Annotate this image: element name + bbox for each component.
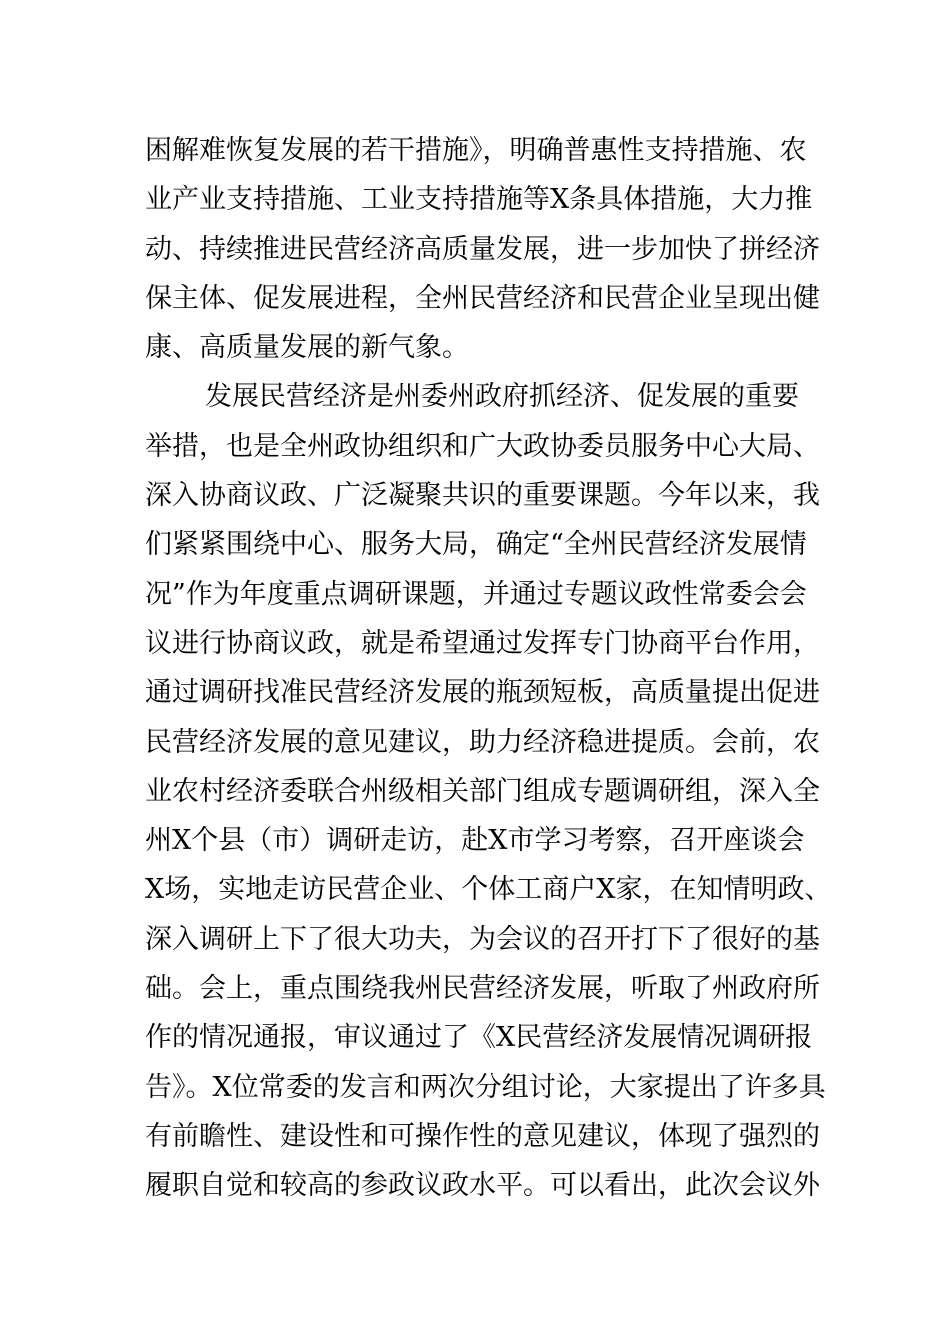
text-line: 有前瞻性、建设性和可操作性的意见建议，体现了强烈的 (145, 1120, 820, 1152)
text-line: 深入协商议政、广泛凝聚共识的重要课题。今年以来，我 (145, 480, 820, 512)
text-line: 民营经济发展的意见建议，助力经济稳进提质。会前，农 (145, 726, 820, 758)
text-line: 困解难恢复发展的若干措施》，明确普惠性支持措施、农 (145, 135, 807, 166)
text-line: 深入调研上下了很大功夫，为会议的召开打下了很好的基 (145, 923, 820, 955)
text-line: 动、持续推进民营经济高质量发展，进一步加快了拼经济 (145, 233, 820, 265)
text-line: 议进行协商议政，就是希望通过发挥专门协商平台作用， (145, 627, 820, 659)
text-line: 况”作为年度重点调研课题，并通过专题议政性常委会会 (145, 578, 807, 610)
text-line: 们紧紧围绕中心、服务大局，确定“全州民营经济发展情 (145, 529, 807, 561)
text-line: 础。会上，重点围绕我州民营经济发展，听取了州政府所 (145, 973, 820, 1005)
text-line: 业农村经济委联合州级相关部门组成专题调研组，深入全 (145, 775, 820, 807)
text-line: 告》。X位常委的发言和两次分组讨论，大家提出了许多具 (145, 1071, 826, 1103)
text-line: 业产业支持措施、工业支持措施等X条具体措施，大力推 (145, 184, 813, 216)
paragraph-first-line: 发展民营经济是州委州政府抓经济、促发展的重要 (205, 381, 799, 413)
text-line: 通过调研找准民营经济发展的瓶颈短板，高质量提出促进 (145, 677, 820, 709)
text-line: 康、高质量发展的新气象。 (145, 332, 469, 364)
text-line: 举措，也是全州政协组织和广大政协委员服务中心大局、 (145, 430, 820, 462)
text-line: 履职自觉和较高的参政议政水平。可以看出，此次会议外 (145, 1170, 820, 1202)
text-line: 作的情况通报，审议通过了《X民营经济发展情况调研报 (145, 1022, 813, 1054)
text-line: 保主体、促发展进程，全州民营经济和民营企业呈现出健 (145, 282, 820, 314)
text-line: 州X个县（市）调研走访，赴X市学习考察，召开座谈会 (145, 825, 805, 857)
text-line: X场，实地走访民营企业、个体工商户X家，在知情明政、 (145, 874, 832, 906)
document-body-text (145, 126, 832, 1211)
